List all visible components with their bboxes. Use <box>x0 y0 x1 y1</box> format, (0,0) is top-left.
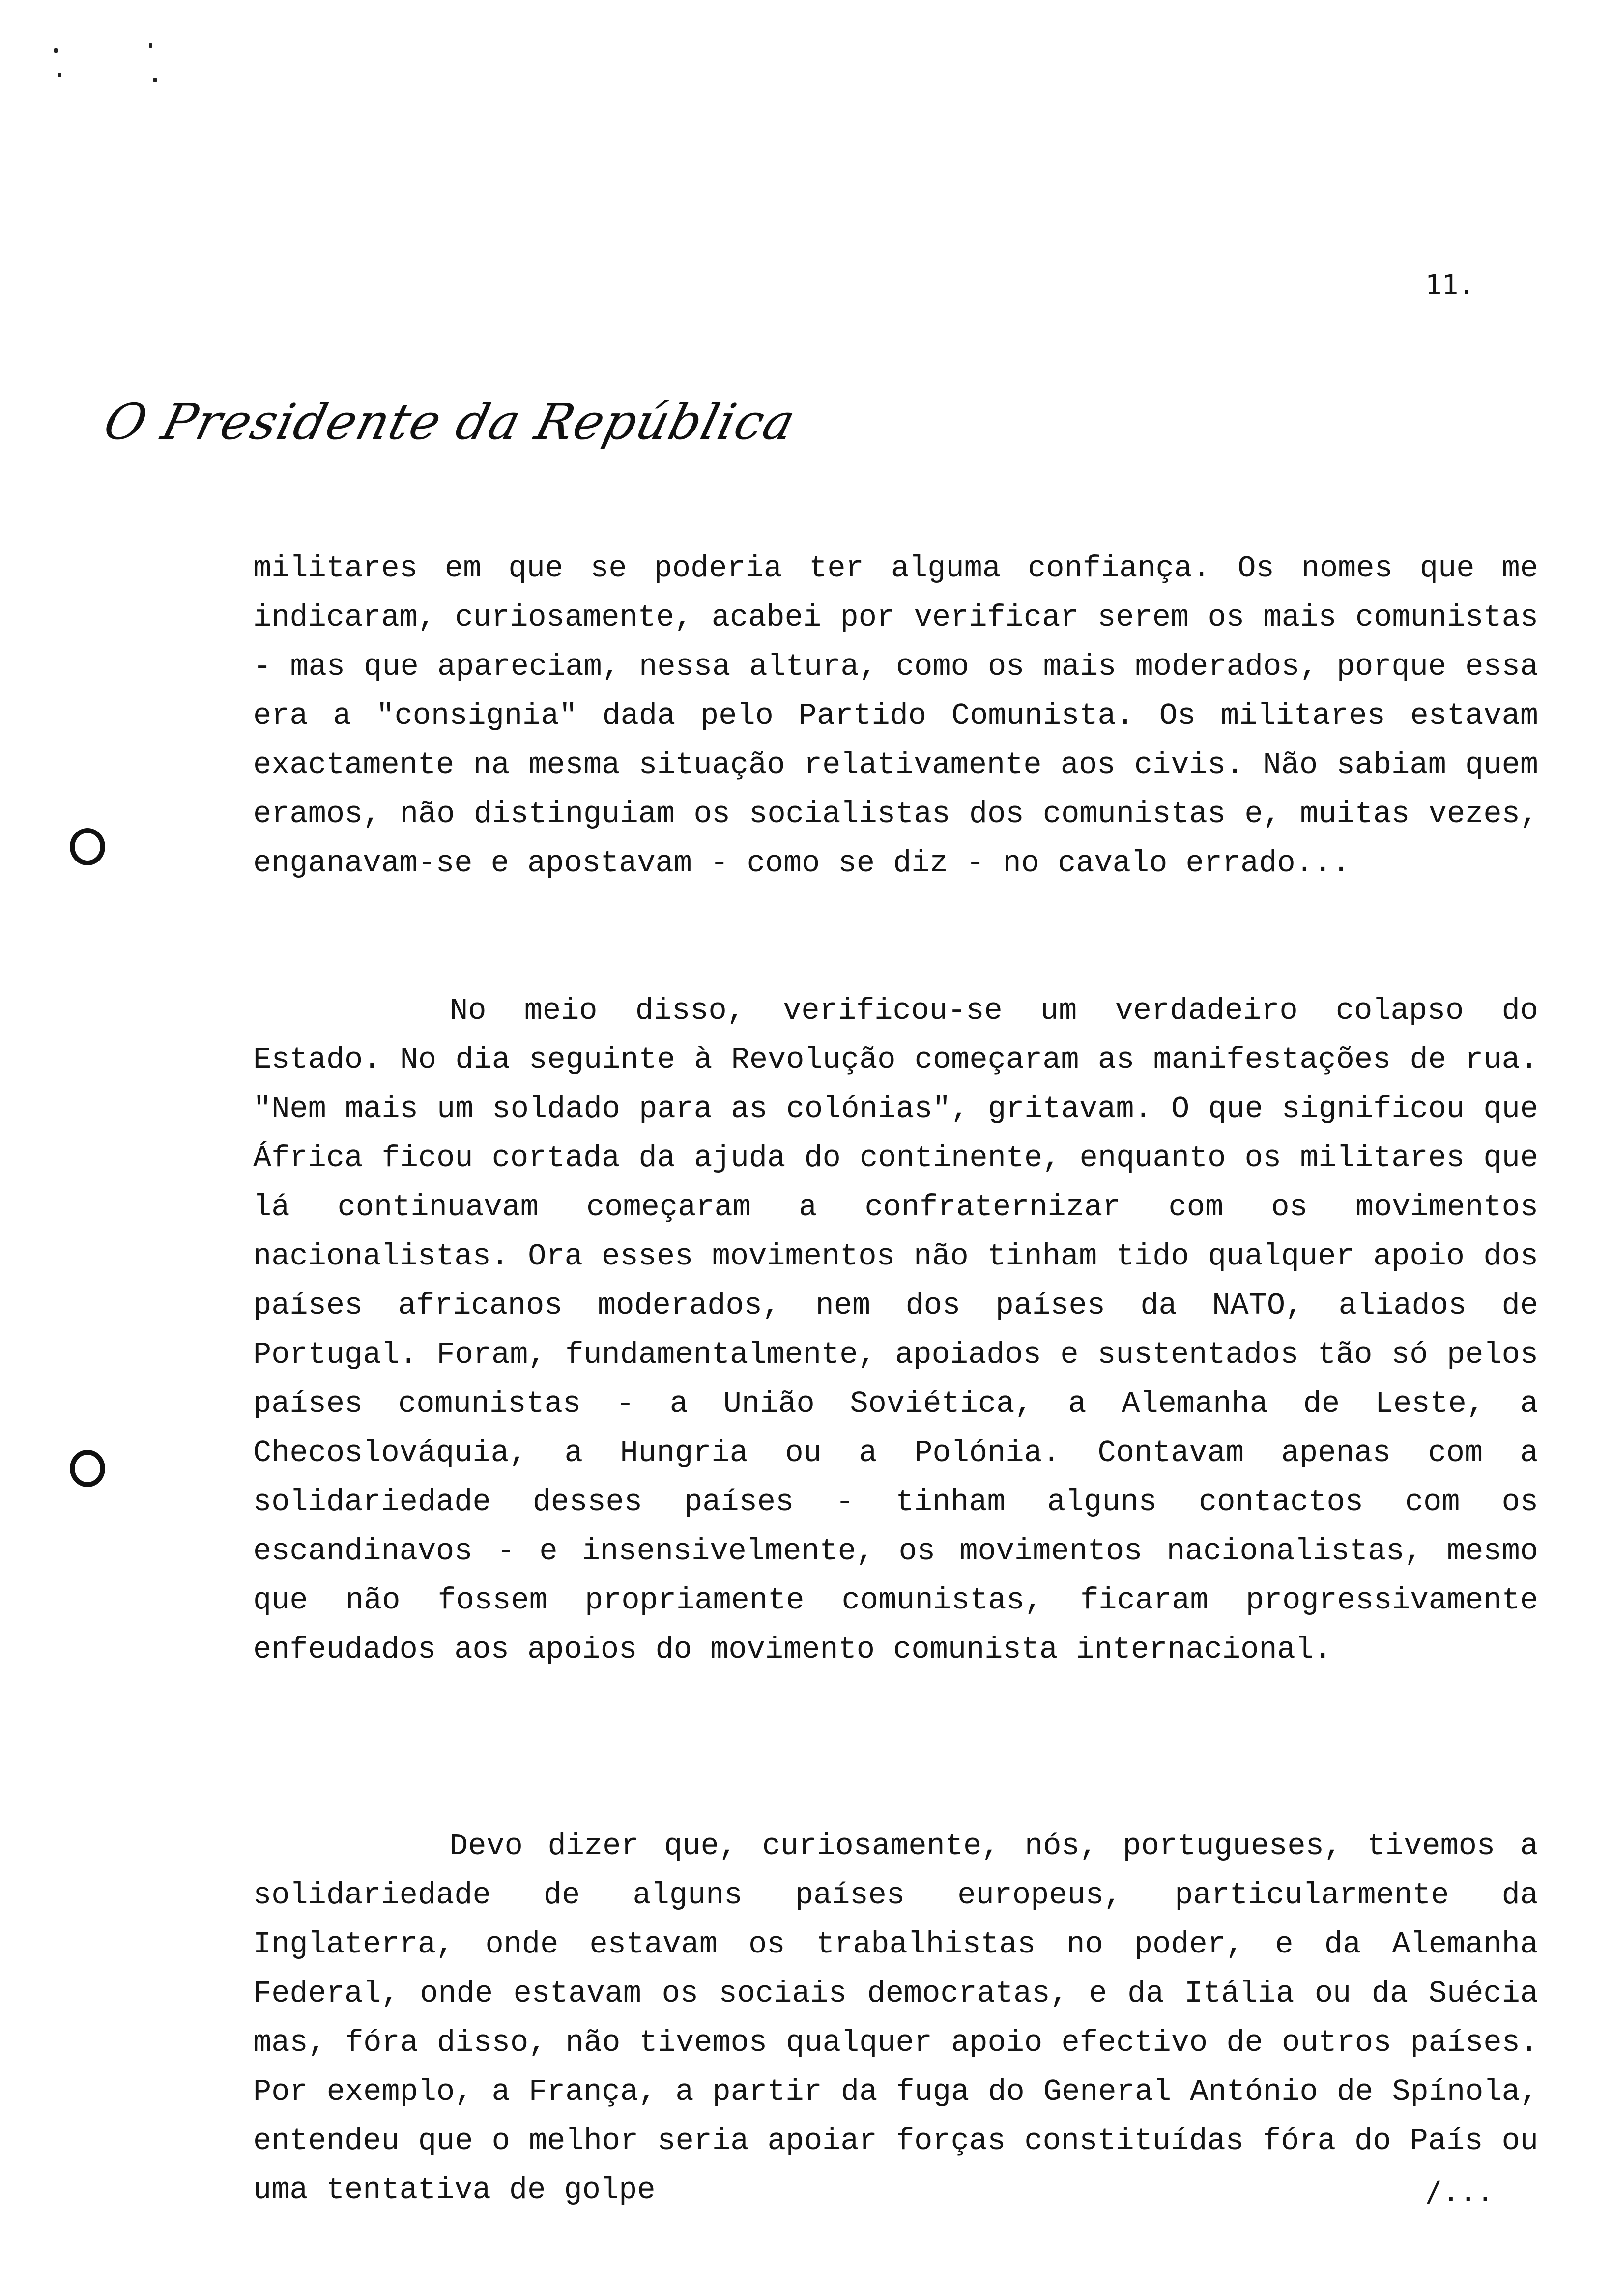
letterhead: O Presidente da República <box>98 393 802 451</box>
scan-speck <box>58 73 61 77</box>
continuation-mark: /... <box>1425 2175 1494 2208</box>
scan-speck <box>54 48 58 53</box>
paragraph-1: militares em que se poderia ter alguma confiança. Os nomes que me indicaram, curiosamente, acabei por verificar serem os mais comunistas - mas que apareciam, nessa altura, como os mais moderados, porque essa era a "consignia" dada pelo Partido Comunista. Os militares estavam exactamente na mesma situação relativamente aos civis. Não sabiam quem eramos, não distinguiam os socialistas dos comunistas e, muitas vezes, enganavam-se e apostavam - como se diz - no cavalo errado... <box>253 551 1538 881</box>
punch-hole-icon <box>70 1450 105 1487</box>
paragraph-2: No meio disso, verificou-se um verdadeiro colapso do Estado. No dia seguinte à Revolução começaram as manifestações de rua. "Nem mais um soldado para as colónias", gritavam. O que significou que África ficou cortada da ajuda do continente, enquanto os militares que lá continuavam começaram a confraternizar com os movimentos nacionalistas. Ora esses movimentos não tinham tido qualquer apoio dos países africanos moderados, nem dos países da NATO, aliados de Portugal. Foram, fundamentalmente, apoiados e sustentados tão só pelos países comunistas - a União Soviética, a Alemanha de Leste, a Checoslováquia, a Hungria ou a Polónia. Contavam apenas com a solidariedade desses países - tinham alguns contactos com os escandinavos - e insensivelmente, os movimentos nacionalistas, mesmo que não fossem propriamente comunistas, ficaram progressivamente enfeudados aos apoios do movimento comunista internacional. <box>253 993 1538 1667</box>
scan-speck <box>153 78 157 82</box>
punch-hole-icon <box>70 828 105 865</box>
paragraph-3: Devo dizer que, curiosamente, nós, portugueses, tivemos a solidariedade de alguns países europeus, particularmente da Inglaterra, onde estavam os trabalhistas no poder, e da Alemanha Federal, onde estavam os sociais democratas, e da Itália ou da Suécia mas, fóra disso, não tivemos qualquer apoio efectivo de outros países. Por exemplo, a França, a partir da fuga do General António de Spínola, entendeu que o melhor seria apoiar forças constituídas fóra do País ou uma tentativa de golpe <box>253 1829 1538 2208</box>
scan-speck <box>149 43 152 48</box>
page-number: 11. <box>1425 269 1475 301</box>
